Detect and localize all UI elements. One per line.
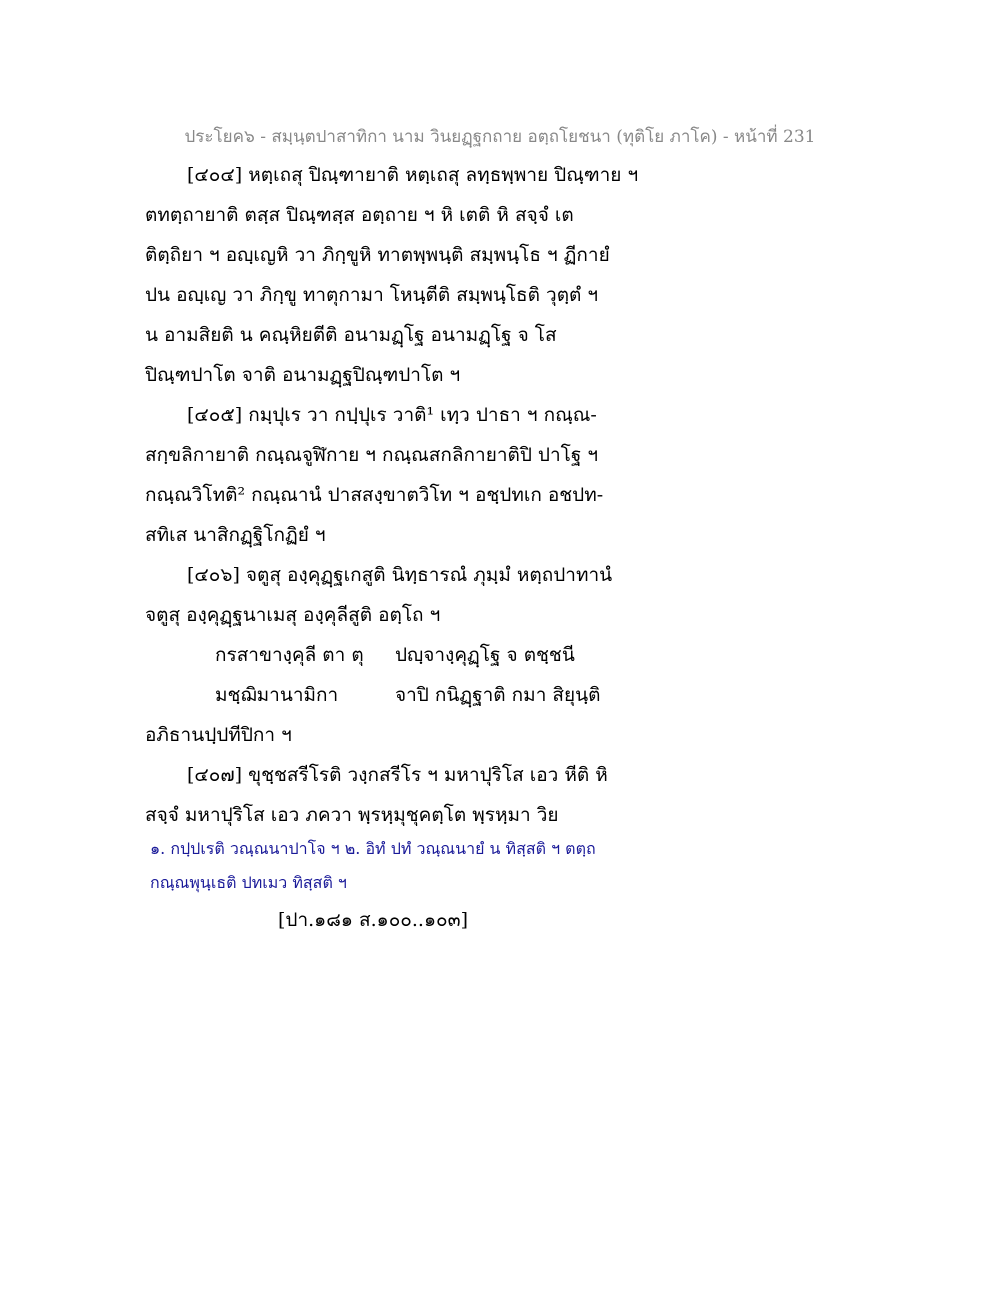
text-line: ตทตฺถายาติ ตสฺส ปิณฺฑสฺส อตฺถาย ฯ หิ เตติ หิ สจฺจํ เต: [145, 204, 574, 226]
text-line: สจฺจํ มหาปุริโส เอว ภควา พฺรหฺมุชุคตฺโต พฺรหฺมา วิย: [145, 804, 559, 826]
text-line: สทิเส นาสิกฏฺฐิโกฏิยํ ฯ: [145, 524, 326, 546]
footnotes: [150, 832, 770, 900]
footnote-line: ๑. กปฺปเรติ วณฺณนาปาโจ ฯ ๒. อิทํ ปทํ วณฺณนายํ น ทิสฺสติ ฯ ตตฺถ: [150, 839, 596, 858]
text-line: ปน อญฺเญ วา ภิกฺขู ทาตุกามา โหนฺตีติ สมฺพนฺโธติ วุตฺตํ ฯ: [145, 284, 599, 306]
main-text: [145, 155, 765, 835]
text-line: สกฺขลิกายาติ กณฺณจูฬิกาย ฯ กณฺณสกลิกายาติปิ ปาโฐ ฯ: [145, 444, 599, 466]
paragraph-404-line: [๔๐๔] หตฺเถสุ ปิณฺฑายาติ หตฺเถสุ ลทฺธพฺพาย ปิณฺฑาย ฯ: [187, 164, 639, 186]
text-line: จตูสุ องฺคุฏฺฐนาเมสุ องฺคุลีสูติ อตฺโถ ฯ: [145, 604, 441, 626]
paragraph-405-line: [๔๐๕] กมฺปุเร วา กปฺปุเร วาติ¹ เทฺว ปาธา ฯ กณฺณ-: [187, 404, 597, 426]
running-header: ประโยค๖ - สมฺนฺตปาสาทิกา นาม วินยฏฺฐกถาย อตฺถโยชนา (ทุติโย ภาโค) - หน้าที่ 231: [184, 127, 816, 147]
verse-right-half: จาปิ กนิฏฺฐาติ กมา สิยุนฺติ: [395, 684, 601, 706]
paragraph-406-line: [๔๐๖] จตูสุ องฺคุฏฺฐเกสูติ นิทฺธารณํ ภุมฺมํ หตฺถปาทานํ: [187, 564, 613, 586]
verse-right-half: ปญฺจางฺคุฏฺโฐ จ ตชฺชนี: [395, 644, 575, 666]
verse-line: [145, 675, 765, 715]
footnote-line: กณฺณพุนฺเธติ ปทเมว ทิสฺสติ ฯ: [150, 873, 347, 892]
verse-source-line: อภิธานปฺปทีปิกา ฯ: [145, 724, 292, 746]
verse-left-half: กรสาขางฺคุลี ตา ตุ: [215, 644, 364, 666]
text-line: ปิณฺฑปาโต จาติ อนามฏฺฐปิณฺฑปาโต ฯ: [145, 364, 461, 386]
text-line: กณฺณวิโทติ² กณฺณานํ ปาสสงฺขาตวิโท ฯ อชฺปทเก อชปท-: [145, 484, 604, 506]
text-line: น อามสิยติ น คณฺหิยตีติ อนามฏฺโฐ อนามฏฺโฐ จ โส: [145, 324, 557, 346]
text-line: ติตฺถิยา ฯ อญฺเญหิ วา ภิกฺขูหิ ทาตพฺพนฺติ สมฺพนฺโธ ฯ ฏีกายํ: [145, 244, 610, 266]
verse-line: [145, 635, 765, 675]
verse-left-half: มชฺฌิมานามิกา: [215, 684, 339, 706]
paragraph-407-line: [๔๐๗] ขุชฺชสรีโรติ วงฺกสรีโร ฯ มหาปุริโส เอว หีติ หิ: [187, 764, 608, 786]
page-reference: [ปา.๑๘๑ ส.๑๐๐..๑๐๓]: [278, 909, 469, 931]
